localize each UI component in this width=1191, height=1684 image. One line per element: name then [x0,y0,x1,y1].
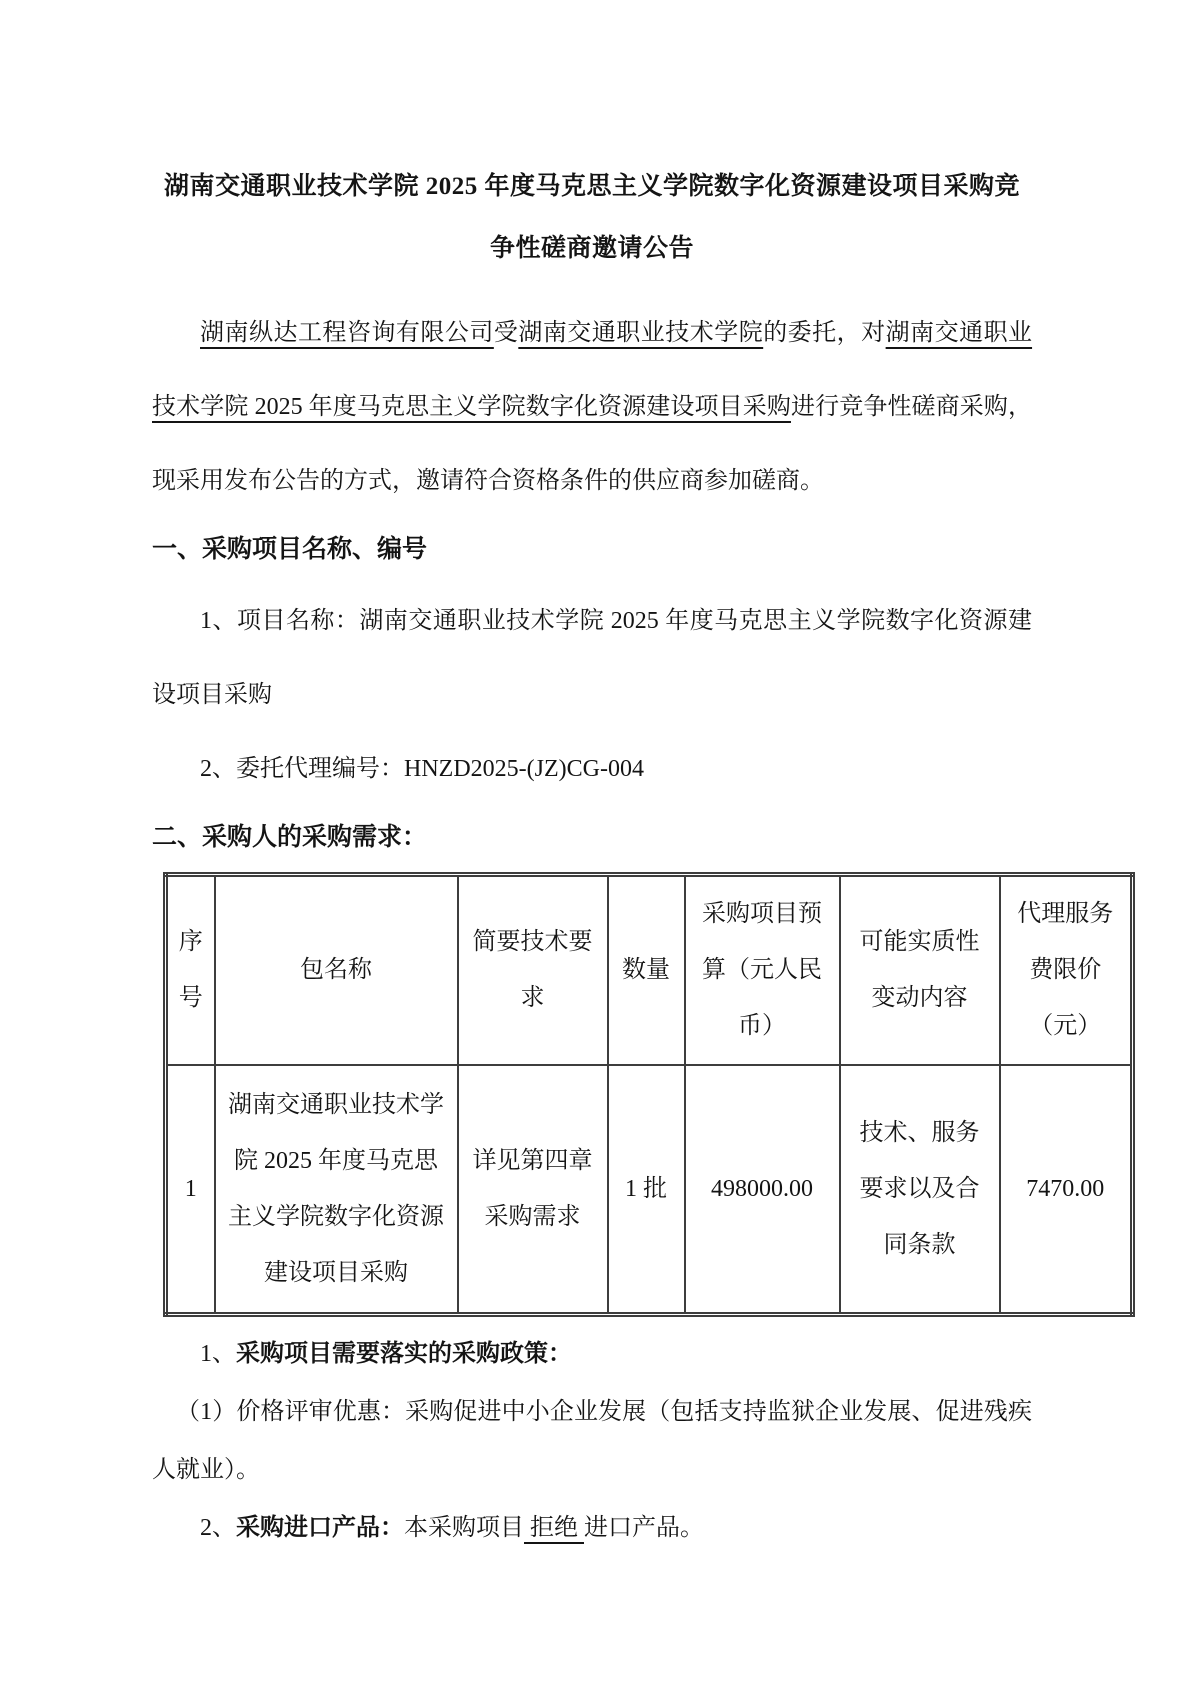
policy-heading-text: 采购项目需要落实的采购政策： [236,1341,572,1367]
col-header-budget: 采购项目预算（元人民币） [685,875,840,1065]
table-header-row [166,875,1133,1065]
agency-code-item: 2、委托代理编号：HNZD2025-(JZ)CG-004 [200,756,644,782]
intro-text-3: 进行竞争性磋商采购，现采用发布公告的方式，邀请符合资格条件的供应商参加磋商。 [152,394,1033,494]
purchaser-name: 湖南交通职业技术学院 [518,320,764,346]
document-title: 湖南交通职业技术学院 2025 年度马克思主义学院数字化资源建设项目采购竞争性磋商邀请公告 [163,173,1020,262]
cell-quantity: 1 批 [608,1065,685,1315]
intro-text-1: 受 [493,320,519,346]
procurement-requirements-table [163,872,1135,1317]
col-header-technical-requirements: 简要技术要求 [458,875,608,1065]
cell-seq: 1 [166,1065,215,1315]
table-row [166,1065,1133,1315]
col-header-package-name: 包名称 [215,875,458,1065]
import-refuse-value: 拒绝 [524,1515,584,1541]
price-review-paragraph: （1）价格评审优惠：采购促进中小企业发展（包括支持监狱企业发展、促进残疾人就业）。 [152,1399,1032,1483]
section-1-heading: 一、采购项目名称、编号 [152,536,428,563]
project-name: 湖南交通职业技术学院 2025 年度马克思主义学院数字化资源建设项目采购 [152,320,1033,420]
cell-package-name: 湖南交通职业技术学院 2025 年度马克思主义学院数字化资源建设项目采购 [215,1065,458,1315]
cell-budget: 498000.00 [685,1065,840,1315]
col-header-agency-fee-limit: 代理服务费限价（元） [1000,875,1133,1065]
cell-possible-changes: 技术、服务要求以及合同条款 [840,1065,1000,1315]
intro-paragraph [152,296,1032,518]
project-name-item: 1、项目名称：湖南交通职业技术学院 2025 年度马克思主义学院数字化资源建设项目采购 [152,608,1032,708]
import-item-text: 本采购项目 [404,1515,524,1541]
cell-agency-fee-limit: 7470.00 [1000,1065,1133,1315]
col-header-seq: 序号 [166,875,215,1065]
intro-text-2: 的委托，对 [763,320,886,346]
import-item-suffix: 进口产品。 [584,1515,704,1541]
import-products-paragraph [152,1499,1032,1557]
agency-name: 湖南纵达工程咨询有限公司 [200,320,494,346]
cell-technical-requirements: 详见第四章采购需求 [458,1065,608,1315]
col-header-quantity: 数量 [608,875,685,1065]
policy-heading-paragraph [152,1325,1032,1383]
policy-item-number: 1、 [200,1341,236,1367]
import-item-title: 采购进口产品： [236,1515,404,1541]
import-item-number: 2、 [200,1515,236,1541]
section-2-heading: 二、采购人的采购需求： [152,824,428,851]
col-header-possible-changes: 可能实质性变动内容 [840,875,1000,1065]
